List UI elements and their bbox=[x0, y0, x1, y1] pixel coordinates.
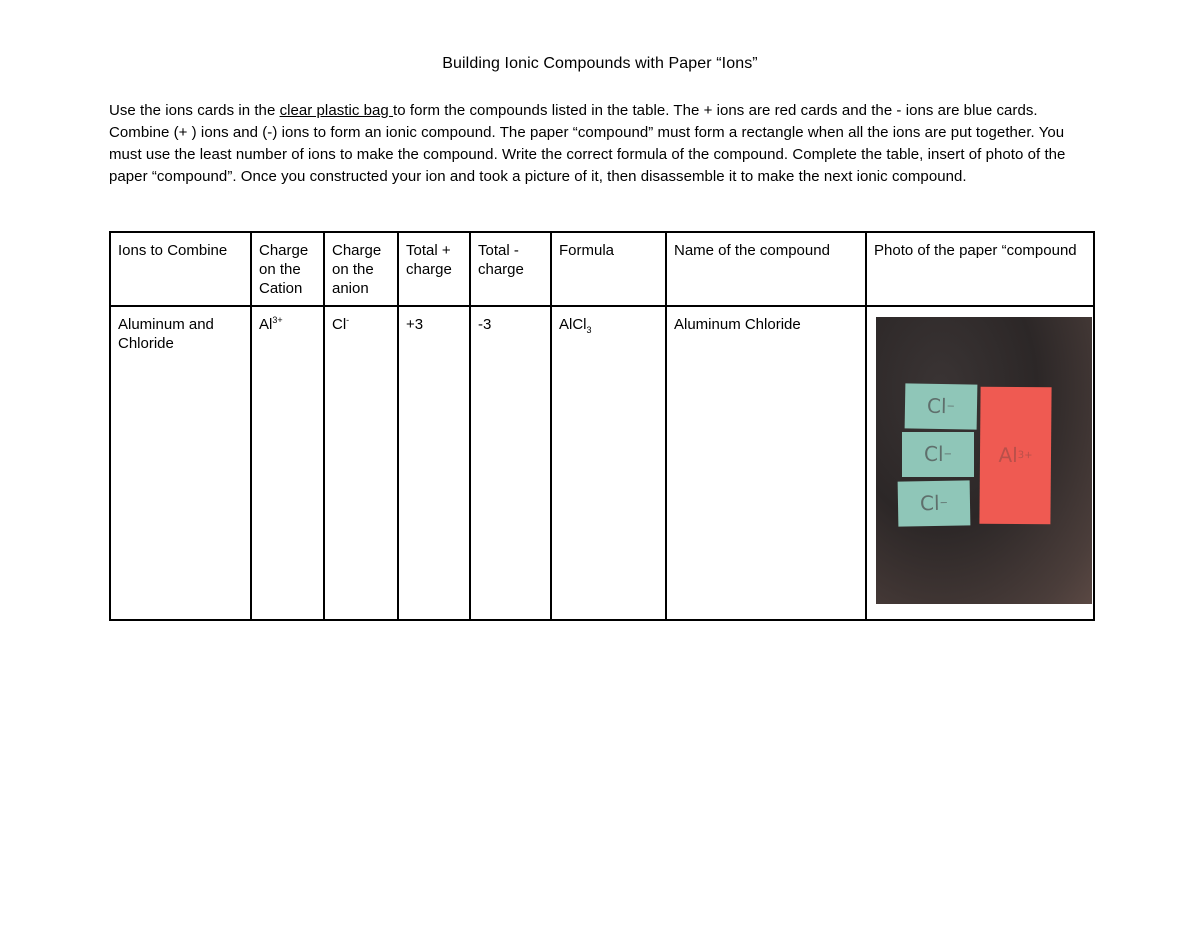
header-charge-cation: Charge on the Cation bbox=[251, 232, 324, 306]
header-compound-name: Name of the compound bbox=[666, 232, 866, 306]
chloride-card-charge: − bbox=[943, 449, 952, 460]
cell-total-minus: -3 bbox=[470, 306, 551, 620]
header-total-minus: Total - charge bbox=[470, 232, 551, 306]
chloride-card-label: Cl bbox=[919, 490, 940, 516]
cell-cation-charge bbox=[251, 306, 324, 620]
chloride-card-3 bbox=[898, 480, 971, 526]
instructions-paragraph bbox=[109, 100, 1099, 188]
formula-base: AlCl bbox=[559, 316, 587, 333]
cation-symbol: Al bbox=[259, 316, 273, 333]
cell-photo bbox=[866, 306, 1094, 620]
chloride-card-1 bbox=[905, 383, 978, 429]
paper-compound-photo bbox=[876, 317, 1092, 604]
header-photo: Photo of the paper “compound bbox=[866, 232, 1094, 306]
cation-charge-superscript: 3+ bbox=[272, 315, 283, 325]
cell-compound-name: Aluminum Chloride bbox=[666, 306, 866, 620]
chloride-card-charge: − bbox=[939, 497, 949, 509]
table-row bbox=[110, 306, 1094, 620]
instructions-pre: Use the ions cards in the bbox=[109, 102, 280, 119]
cell-total-plus: +3 bbox=[398, 306, 470, 620]
anion-charge-superscript: - bbox=[346, 315, 350, 325]
chloride-card-label: Cl bbox=[924, 442, 944, 466]
header-formula: Formula bbox=[551, 232, 666, 306]
page-title: Building Ionic Compounds with Paper “Ions” bbox=[442, 55, 758, 72]
aluminum-card-label: Al bbox=[998, 442, 1018, 468]
cell-anion-charge bbox=[324, 306, 398, 620]
chloride-card-charge: − bbox=[946, 401, 956, 413]
clear-plastic-bag-link: clear plastic bag bbox=[279, 102, 394, 119]
header-charge-anion: Charge on the anion bbox=[324, 232, 398, 306]
cell-formula bbox=[551, 306, 666, 620]
ions-table bbox=[109, 231, 1095, 621]
chloride-card-label: Cl bbox=[926, 393, 947, 419]
table-header-row bbox=[110, 232, 1094, 306]
formula-subscript: 3 bbox=[586, 325, 592, 335]
chloride-card-2 bbox=[902, 432, 974, 477]
header-total-plus: Total + charge bbox=[398, 232, 470, 306]
instructions-post: to form the compounds listed in the table. The + ions are red cards and the - ions are blue cards. Combine (+ ) ions and (-) ions to form an ionic compound. The paper “compound” must form a rectangle when all the ions are put together. You must use the least number of ions to make the compound. Write the correct formula of the compound. Complete the table, insert of photo of the paper “compound”. Once you constructed your ion and took a picture of it, then disassemble it to make the next ionic compound. bbox=[109, 102, 1066, 185]
aluminum-card bbox=[979, 387, 1051, 525]
cell-ions: Aluminum and Chloride bbox=[110, 306, 251, 620]
aluminum-card-charge: 3+ bbox=[1017, 450, 1033, 462]
header-ions-to-combine: Ions to Combine bbox=[110, 232, 251, 306]
anion-symbol: Cl bbox=[332, 316, 347, 333]
